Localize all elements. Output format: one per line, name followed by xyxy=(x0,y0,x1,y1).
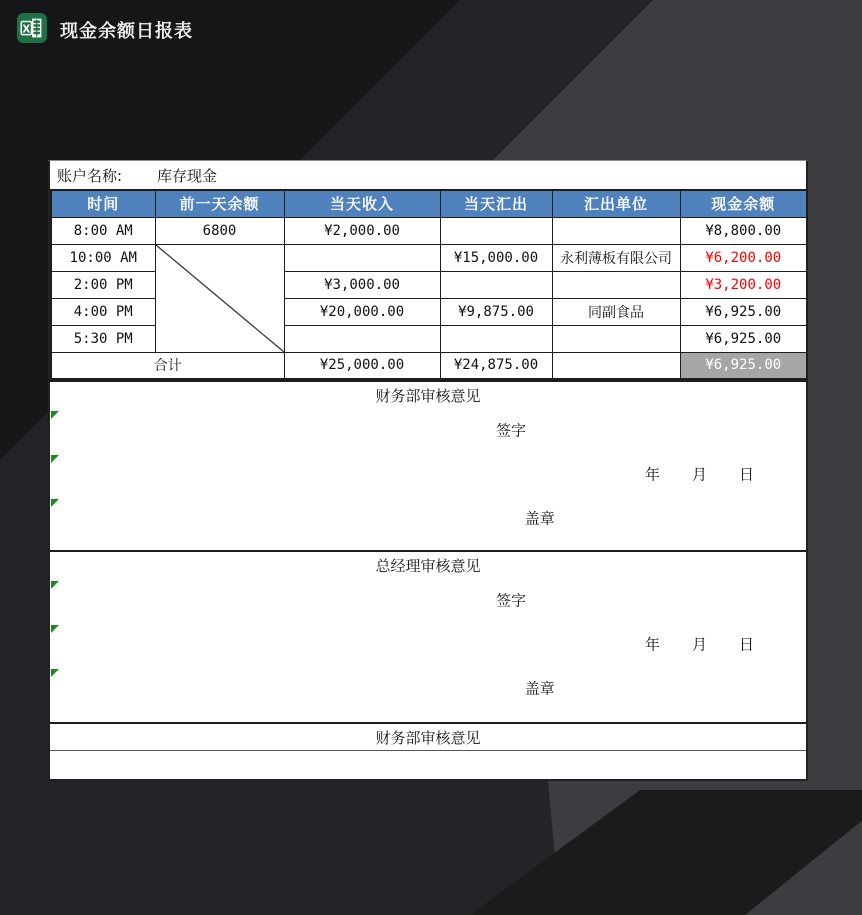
cell-error-marker-icon xyxy=(51,411,59,419)
col-header-outgo[interactable]: 当天汇出 xyxy=(440,190,552,217)
cell-outgo[interactable] xyxy=(440,325,552,352)
review-section-finance xyxy=(50,380,806,550)
col-header-prev[interactable]: 前一天余额 xyxy=(155,190,284,217)
cell-balance[interactable]: ¥8,800.00 xyxy=(680,217,807,244)
section-title: 财务部审核意见 xyxy=(375,387,481,405)
cell-income[interactable] xyxy=(284,325,440,352)
stamp-label: 盖章 xyxy=(524,679,555,698)
account-name-label: 账户名称: xyxy=(57,166,123,185)
cell-time[interactable]: 8:00 AM xyxy=(51,217,155,244)
col-header-unit[interactable]: 汇出单位 xyxy=(552,190,680,217)
cell-outgo[interactable]: ¥9,875.00 xyxy=(440,298,552,325)
title-bar xyxy=(0,0,862,56)
cash-report-table xyxy=(50,189,808,380)
cell-income[interactable]: ¥20,000.00 xyxy=(284,298,440,325)
cell-error-marker-icon xyxy=(51,581,59,589)
year-label: 年 xyxy=(644,465,660,484)
cell-balance[interactable]: ¥3,200.00 xyxy=(680,271,807,298)
total-balance[interactable]: ¥6,925.00 xyxy=(680,352,807,379)
section-title: 财务部审核意见 xyxy=(50,724,806,751)
signature-row[interactable] xyxy=(50,408,806,452)
signature-label: 签字 xyxy=(496,421,527,440)
year-label: 年 xyxy=(644,635,660,654)
table-row xyxy=(51,217,807,244)
cell-time[interactable]: 2:00 PM xyxy=(51,271,155,298)
signature-row[interactable] xyxy=(50,578,806,622)
table-header-row xyxy=(51,190,807,217)
page-title: 现金余额日报表 xyxy=(60,21,193,42)
cell-unit[interactable] xyxy=(552,325,680,352)
account-name-row xyxy=(50,161,806,189)
cell-income[interactable]: ¥2,000.00 xyxy=(284,217,440,244)
review-section-finance-bottom xyxy=(50,722,806,772)
month-label: 月 xyxy=(691,465,707,484)
cell-unit[interactable]: 永利薄板有限公司 xyxy=(552,244,680,271)
date-row[interactable] xyxy=(50,452,806,496)
table-row xyxy=(51,244,807,271)
stamp-row[interactable] xyxy=(50,496,806,540)
cell-error-marker-icon xyxy=(51,669,59,677)
month-label: 月 xyxy=(691,635,707,654)
signature-label: 签字 xyxy=(496,591,527,610)
day-label: 日 xyxy=(738,635,754,654)
col-header-time[interactable]: 时间 xyxy=(51,190,155,217)
account-name-value[interactable]: 库存现金 xyxy=(157,166,218,185)
cell-balance[interactable]: ¥6,925.00 xyxy=(680,325,807,352)
cell-error-marker-icon xyxy=(51,455,59,463)
cell-income[interactable]: ¥3,000.00 xyxy=(284,271,440,298)
cell-unit[interactable] xyxy=(552,271,680,298)
cell-outgo[interactable]: ¥15,000.00 xyxy=(440,244,552,271)
cell-unit[interactable]: 同副食品 xyxy=(552,298,680,325)
cell-outgo[interactable] xyxy=(440,217,552,244)
total-unit[interactable] xyxy=(552,352,680,379)
total-outgo[interactable]: ¥24,875.00 xyxy=(440,352,552,379)
cell-balance[interactable]: ¥6,200.00 xyxy=(680,244,807,271)
cell-unit[interactable] xyxy=(552,217,680,244)
col-header-income[interactable]: 当天收入 xyxy=(284,190,440,217)
cell-income[interactable] xyxy=(284,244,440,271)
cell-time[interactable]: 4:00 PM xyxy=(51,298,155,325)
total-income[interactable]: ¥25,000.00 xyxy=(284,352,440,379)
cell-time[interactable]: 10:00 AM xyxy=(51,244,155,271)
cell-diagonal-slash[interactable] xyxy=(155,244,284,352)
svg-text:X: X xyxy=(22,23,31,36)
diagonal-line-icon xyxy=(156,245,284,352)
date-row[interactable] xyxy=(50,622,806,666)
section-title: 总经理审核意见 xyxy=(375,557,481,575)
review-section-manager xyxy=(50,550,806,722)
stamp-row[interactable] xyxy=(50,666,806,710)
cell-time[interactable]: 5:30 PM xyxy=(51,325,155,352)
excel-icon xyxy=(17,13,47,43)
cell-outgo[interactable] xyxy=(440,271,552,298)
total-label[interactable]: 合计 xyxy=(51,352,284,379)
spreadsheet xyxy=(48,160,808,781)
day-label: 日 xyxy=(738,465,754,484)
col-header-balance[interactable]: 现金余额 xyxy=(680,190,807,217)
cell-error-marker-icon xyxy=(51,625,59,633)
table-total-row xyxy=(51,352,807,379)
stamp-label: 盖章 xyxy=(524,509,555,528)
cell-balance[interactable]: ¥6,925.00 xyxy=(680,298,807,325)
cell-prev[interactable]: 6800 xyxy=(155,217,284,244)
cell-error-marker-icon xyxy=(51,499,59,507)
